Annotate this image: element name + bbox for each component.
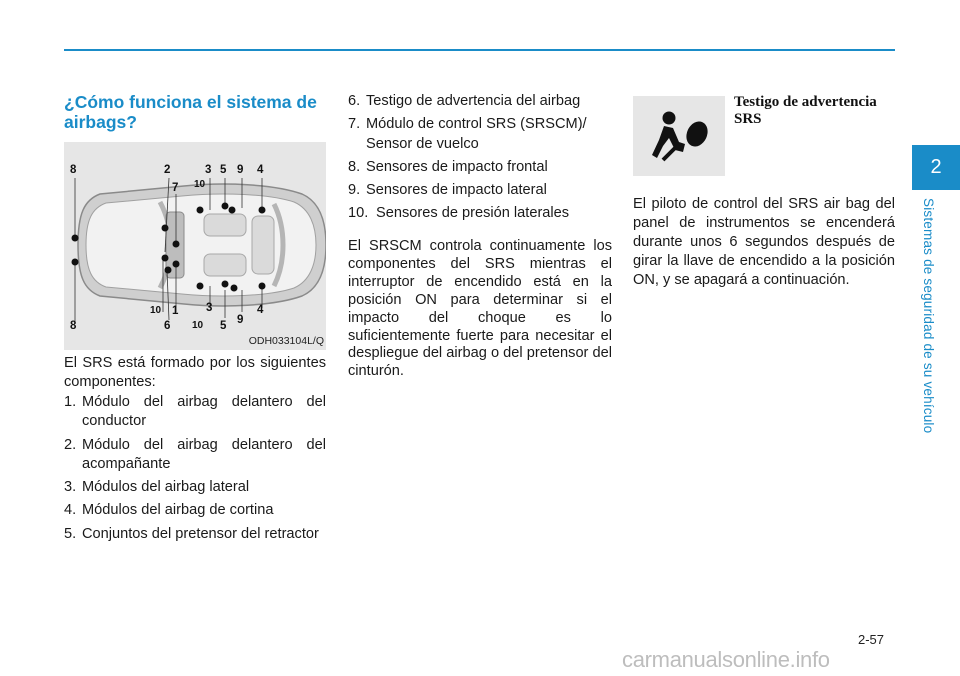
list-text: Módulo del airbag delantero del conductor	[82, 394, 326, 430]
list-number: 4.	[64, 502, 77, 519]
figure-label: 6	[164, 320, 171, 332]
list-item	[348, 115, 612, 154]
figure-label: 3	[205, 164, 212, 176]
list-text: Módulos del airbag de cortina	[82, 502, 274, 519]
footer-watermark: carmanualsonline.info	[622, 647, 830, 672]
chapter-title: Sistemas de seguridad de su vehículo	[921, 198, 936, 434]
figure-label: 4	[257, 304, 264, 316]
chapter-tab: 2	[912, 145, 960, 190]
list-item	[348, 158, 612, 177]
figure-label: 8	[70, 320, 77, 332]
figure-label: 2	[164, 164, 171, 176]
figure-label: 10	[150, 305, 162, 316]
component-list-continued	[348, 92, 612, 228]
list-text: Sensores de impacto frontal	[366, 158, 548, 175]
section-heading-block	[64, 92, 326, 132]
intro-paragraph: El SRS está formado por los siguientes componentes:	[64, 355, 326, 391]
list-item	[348, 181, 612, 200]
list-item	[64, 393, 326, 432]
list-number: 10.	[348, 205, 369, 222]
figure-label: 10	[194, 179, 206, 190]
list-item	[348, 92, 612, 111]
list-text: Testigo de advertencia del airbag	[366, 93, 581, 109]
figure-label: 3	[206, 302, 213, 314]
figure-label: 4	[257, 164, 264, 176]
figure-label: 5	[220, 320, 227, 332]
list-text: Módulo del airbag delantero del acompañante	[82, 436, 326, 472]
page-number: 2-57	[858, 632, 885, 647]
figure-code: ODH033104L/Q	[248, 335, 324, 347]
list-number: 6.	[348, 93, 361, 109]
warning-icon-box	[633, 96, 725, 176]
list-item	[64, 501, 326, 520]
list-text: Módulos del airbag lateral	[82, 479, 250, 496]
figure-label: 9	[237, 164, 244, 176]
list-text: Sensores de impacto lateral	[366, 182, 547, 199]
list-number: 8.	[348, 158, 361, 175]
warning-paragraph: El piloto de control del SRS air bag del panel de instrumentos se encenderá durante unos 6 segundos después de girar la llave de encendido a la posición ON, y se apagará a continuación.	[633, 196, 895, 288]
list-text: Sensores de presión laterales	[376, 205, 570, 222]
airbag-warning-icon	[633, 96, 725, 176]
list-text: Conjuntos del pretensor del retractor	[82, 525, 319, 542]
figure-label: 7	[172, 182, 179, 194]
section-heading: ¿Cómo funciona el sistema de airbags?	[64, 92, 317, 132]
warning-title: Testigo de advertencia SRS	[734, 94, 877, 127]
list-number: 2.	[64, 436, 77, 453]
component-list	[64, 393, 326, 548]
list-number: 9.	[348, 182, 361, 199]
figure-label: 5	[220, 164, 227, 176]
list-number: 1.	[64, 394, 77, 410]
list-item	[64, 478, 326, 497]
list-number: 7.	[348, 116, 361, 133]
list-number: 3.	[64, 479, 77, 496]
airbag-layout-figure	[64, 142, 326, 350]
list-item	[348, 204, 612, 223]
figure-label: 1	[172, 305, 179, 317]
list-item	[64, 436, 326, 475]
list-text: Módulo de control SRS (SRSCM)/ Sensor de vuelco	[366, 116, 587, 152]
srscm-paragraph: El SRSCM controla continuamente los componentes del SRS mientras el interruptor de encendido está en la posición ON para determinar si el impacto del choque es lo suficientemente fuerte para necesitar el despliegue del airbag o del pretensor del cinturón.	[348, 238, 612, 380]
figure-label: 9	[237, 314, 244, 326]
list-item	[64, 525, 326, 544]
figure-label: 8	[70, 164, 77, 176]
top-rule	[64, 49, 895, 51]
car-top-view-illustration	[64, 142, 326, 350]
figure-label: 10	[192, 320, 204, 331]
list-number: 5.	[64, 525, 77, 542]
